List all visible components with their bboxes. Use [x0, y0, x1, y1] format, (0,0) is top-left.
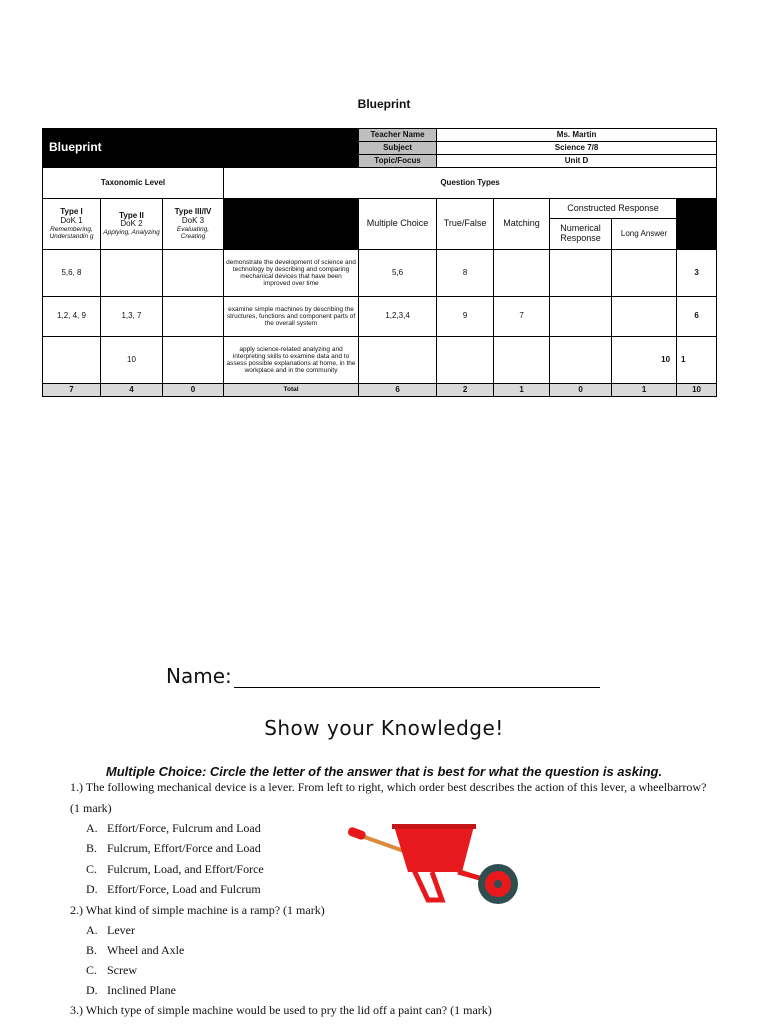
cell: [550, 297, 612, 337]
outcome-cell: demonstrate the development of science and technology by describing and comparing mechanical devices that have been improved over time: [224, 250, 359, 297]
question-1-marks: (1 mark): [70, 801, 112, 815]
cell: [163, 337, 224, 384]
info-value: Unit D: [437, 155, 717, 168]
cell: 7: [43, 384, 101, 397]
blueprint-banner: Blueprint: [43, 129, 359, 168]
quiz-heading: Show your Knowledge!: [264, 716, 504, 740]
info-value: Science 7/8: [437, 142, 717, 155]
option-d[interactable]: D. Inclined Plane: [86, 983, 176, 997]
table-row: [43, 337, 717, 384]
option-a[interactable]: A. Lever: [86, 923, 135, 937]
page-title: Blueprint: [357, 97, 411, 111]
outcome-cell: examine simple machines by describing the structures, functions and component parts of the overall system: [224, 297, 359, 337]
cell: 7: [494, 297, 550, 337]
cell: 0: [550, 384, 612, 397]
cell: 8: [437, 250, 494, 297]
cell: [612, 297, 677, 337]
cell: 1: [494, 384, 550, 397]
option-b[interactable]: B. Fulcrum, Effort/Force and Load: [86, 841, 261, 855]
wheelbarrow-image: [346, 822, 522, 915]
true-false-header: True/False: [437, 199, 494, 250]
cell: [550, 337, 612, 384]
instructions: Multiple Choice: Circle the letter of the answer that is best for what the question is asking.: [105, 764, 663, 779]
cell: 5,6, 8: [43, 250, 101, 297]
cell: [359, 337, 437, 384]
cell: [163, 297, 224, 337]
cell: 10: [612, 337, 677, 384]
constructed-response-header: Constructed Response: [550, 199, 677, 219]
numerical-response-header: Numerical Response: [550, 219, 612, 250]
cell: 0: [163, 384, 224, 397]
cell: 6: [359, 384, 437, 397]
long-answer-header: Long Answer: [612, 219, 677, 250]
type3-header: Type III/IV DoK 3 Evaluating, Creating: [163, 199, 224, 250]
cell: [101, 250, 163, 297]
info-label: Topic/Focus: [359, 155, 437, 168]
totals-row: [43, 384, 717, 397]
type2-header: Type II DoK 2 Applying, Analyzing: [101, 199, 163, 250]
taxonomic-level-header: Taxonomic Level: [43, 168, 224, 199]
cell: 10: [101, 337, 163, 384]
total-label: Total: [224, 384, 359, 397]
info-label: Subject: [359, 142, 437, 155]
cell: 2: [437, 384, 494, 397]
option-a[interactable]: A. Effort/Force, Fulcrum and Load: [86, 821, 261, 835]
question-2: 2.) What kind of simple machine is a ramp? (1 mark): [70, 903, 325, 917]
option-d[interactable]: D. Effort/Force, Load and Fulcrum: [86, 882, 261, 896]
type1-header: Type I DoK 1 Remembering, Understandin g: [43, 199, 101, 250]
name-blank-line[interactable]: [234, 667, 600, 688]
cell: 4: [101, 384, 163, 397]
table-row: [43, 250, 717, 297]
cell: 1: [677, 337, 717, 384]
option-c[interactable]: C. Screw: [86, 963, 137, 977]
cell: 1,2, 4, 9: [43, 297, 101, 337]
question-3: 3.) Which type of simple machine would be used to pry the lid off a paint can? (1 mark): [70, 1003, 492, 1017]
blueprint-table: [42, 128, 717, 397]
outcome-cell: apply science-related analyzing and interpreting skills to examine data and to assess possible explanations at home, in the workplace and in the community: [224, 337, 359, 384]
table-row: [43, 297, 717, 337]
cell: [612, 250, 677, 297]
matching-header: Matching: [494, 199, 550, 250]
info-value: Ms. Martin: [437, 129, 717, 142]
option-b[interactable]: B. Wheel and Axle: [86, 943, 185, 957]
cell: [550, 250, 612, 297]
cell: 5,6: [359, 250, 437, 297]
cell: 1: [612, 384, 677, 397]
option-c[interactable]: C. Fulcrum, Load, and Effort/Force: [86, 862, 264, 876]
info-label: Teacher Name: [359, 129, 437, 142]
cell: 1,2,3,4: [359, 297, 437, 337]
cell: 9: [437, 297, 494, 337]
name-label: Name:: [166, 664, 232, 688]
cell: 6: [677, 297, 717, 337]
outcome-header: [224, 199, 359, 250]
multiple-choice-header: Multiple Choice: [359, 199, 437, 250]
name-field[interactable]: [166, 664, 600, 688]
cell: [43, 337, 101, 384]
cell: [163, 250, 224, 297]
question-1: 1.) The following mechanical device is a lever. From left to right, which order best describes the action of this lever, a wheelbarrow?: [70, 780, 707, 794]
cell: [494, 250, 550, 297]
cell: [494, 337, 550, 384]
cell: [437, 337, 494, 384]
cell: 10: [677, 384, 717, 397]
blank-header: [677, 199, 717, 250]
cell: 3: [677, 250, 717, 297]
question-types-header: Question Types: [224, 168, 717, 199]
cell: 1,3, 7: [101, 297, 163, 337]
